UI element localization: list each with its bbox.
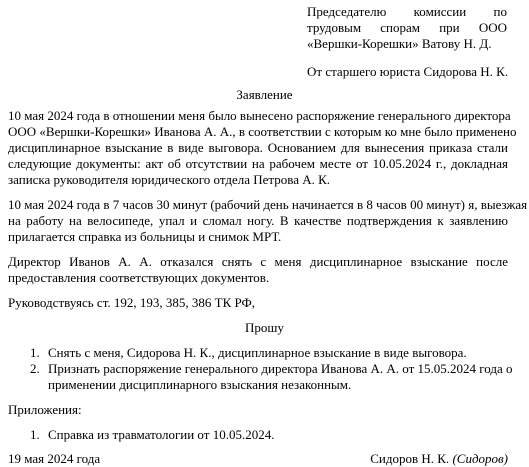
footer-signer: Сидоров Н. К. [370,451,450,466]
paragraph-3-line: предоставления соответствующих документов. [8,270,270,285]
list-item-number: 1. [30,345,40,360]
footer-date: 19 мая 2024 года [8,451,101,466]
list-item-number: 2. [30,361,40,376]
list-item: Признать распоряжение генерального директора Иванова А. А. от 15.05.2024 года о [48,361,513,376]
paragraph-3-line: Директор Иванов А. А. отказался снять с меня дисциплинарное взыскание после [8,254,508,269]
request-heading: Прошу [245,320,284,335]
addressee-line-2: трудовым спорам при ООО [307,20,507,35]
attachments-heading: Приложения: [8,402,82,417]
list-item-number: 1. [30,427,40,442]
paragraph-2-line: на работу на велосипеде, упал и сломал ногу. В качестве подтверждения к заявлению [8,213,508,228]
paragraph-1-line: следующие документы: акт об отсутствии на рабочем месте от 10.05.2024 г., докладная [8,156,508,171]
paragraph-2-line: прилагается справка из больницы и снимок МРТ. [8,229,282,244]
paragraph-1-line: ООО «Вершки-Корешки» Иванова А. А., в соответствии с которым ко мне было применено [8,124,517,139]
paragraph-1-line: дисциплинарное взыскание в виде выговора. Основанием для вынесения приказа стали [8,140,508,155]
paragraph-4: Руководствуясь ст. 192, 193, 385, 386 ТК РФ, [8,295,256,310]
sender-line: От старшего юриста Сидорова Н. К. [307,64,509,79]
list-item: Снять с меня, Сидорова Н. К., дисциплинарное взыскание в виде выговора. [48,345,467,360]
paragraph-2-line: 10 мая 2024 года в 7 часов 30 минут (рабочий день начинается в 8 часов 00 минут) я, выезжая [8,197,528,212]
paragraph-1-line: 10 мая 2024 года в отношении меня было вынесено распоряжение генерального директора [8,108,511,123]
list-item-continuation: применении дисциплинарного взыскания незаконным. [48,377,352,392]
list-item: Справка из травматологии от 10.05.2024. [48,427,275,442]
paragraph-1-line: записка руководителя юридического отдела Петрова А. К. [8,172,331,187]
addressee-line-1: Председателю комиссии по [307,4,507,19]
document-title: Заявление [236,87,293,102]
footer-signature-block [330,451,508,467]
footer-signature: (Сидоров) [452,451,508,466]
addressee-line-3: «Вершки-Корешки» Ватову Н. Д. [307,36,492,51]
